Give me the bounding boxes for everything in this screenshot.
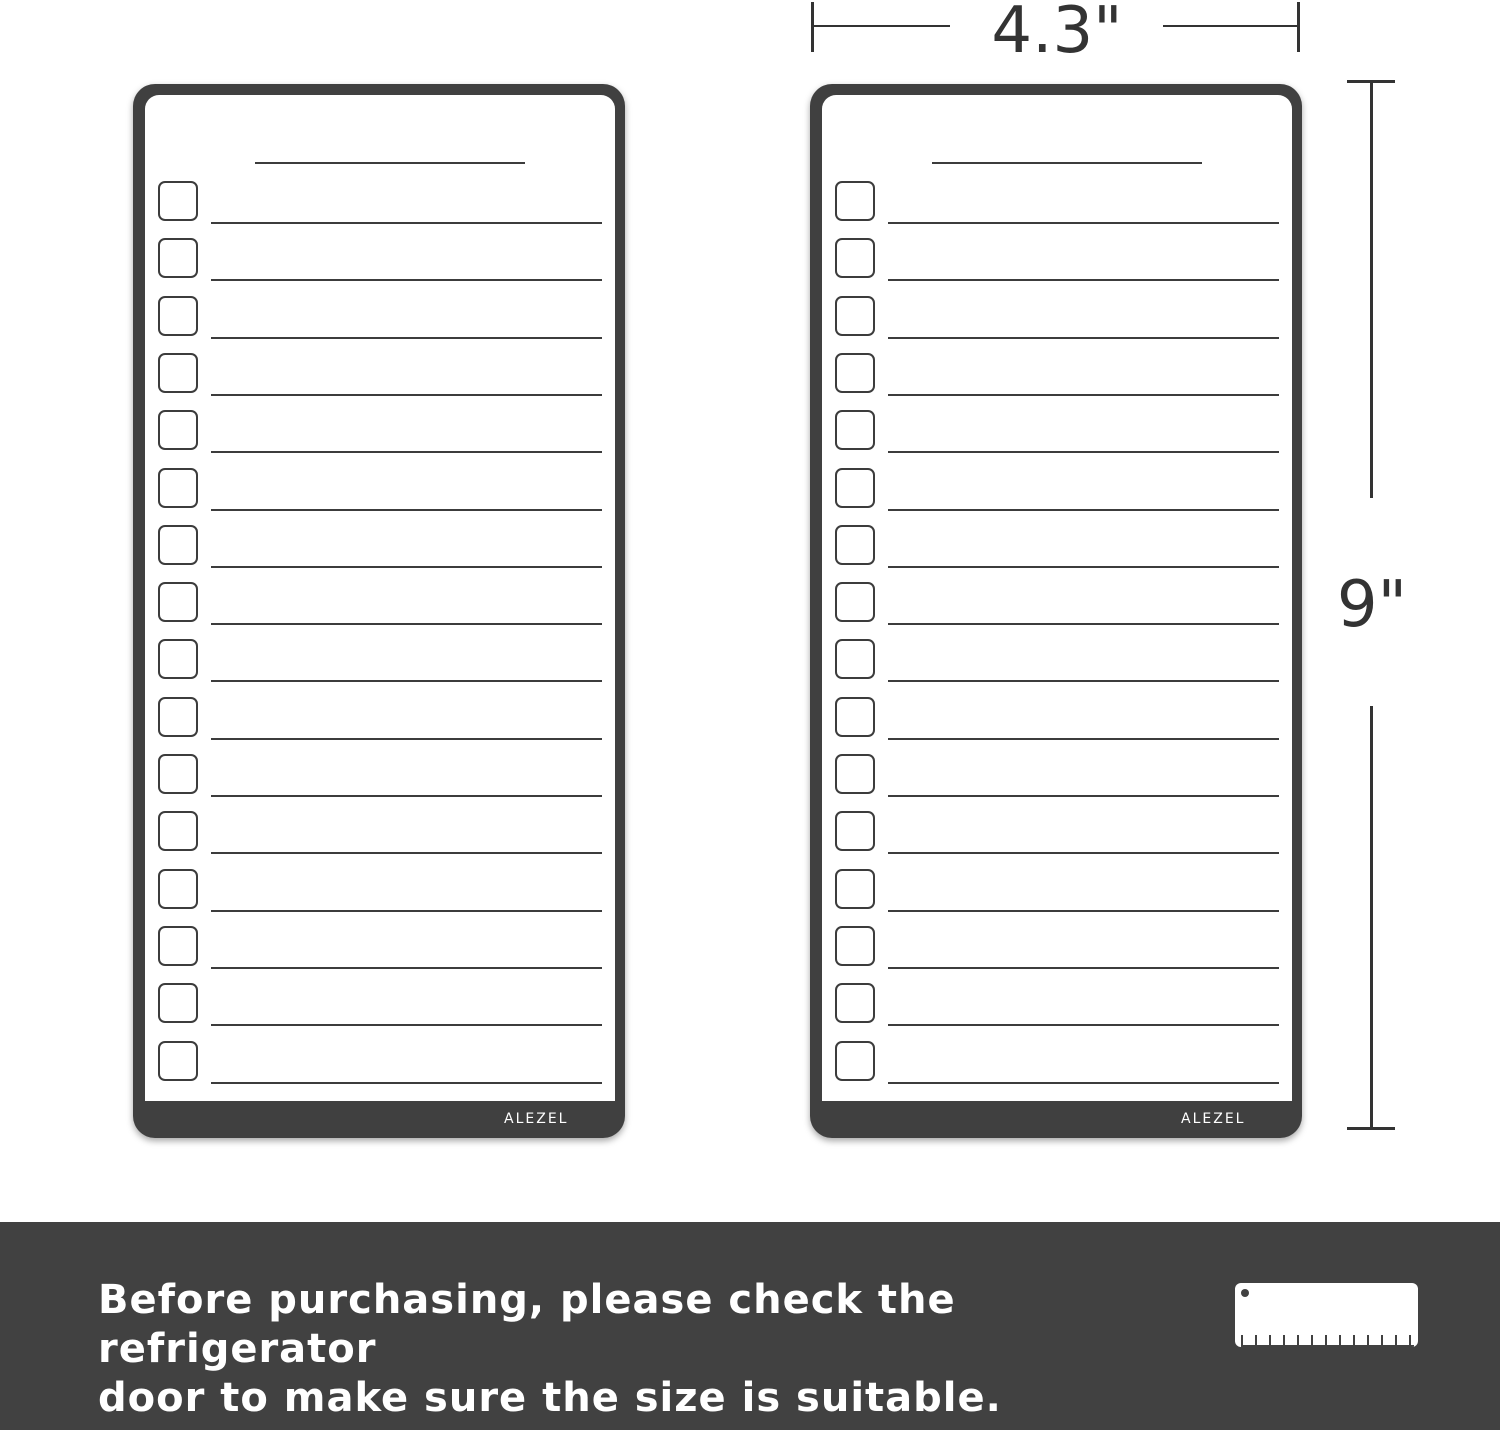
checklist-row <box>158 696 602 740</box>
write-line <box>888 623 1279 625</box>
write-line <box>211 394 602 396</box>
checkbox <box>835 1041 875 1081</box>
write-line <box>211 337 602 339</box>
checkbox <box>158 181 198 221</box>
write-line <box>211 566 602 568</box>
dimension-cap <box>811 2 814 52</box>
write-line <box>888 795 1279 797</box>
checklist-row <box>158 409 602 453</box>
write-line <box>211 795 602 797</box>
dimension-line <box>1163 25 1299 27</box>
height-label: 9" <box>1336 568 1408 642</box>
title-line <box>932 162 1202 164</box>
ruler-ticks <box>1241 1331 1414 1347</box>
checklist-row <box>158 1040 602 1084</box>
checkbox <box>158 926 198 966</box>
checklist-row <box>835 868 1279 912</box>
write-line <box>211 852 602 854</box>
write-line <box>888 1082 1279 1084</box>
checkbox <box>835 181 875 221</box>
checkbox <box>158 468 198 508</box>
checklist-row <box>835 1040 1279 1084</box>
write-line <box>211 680 602 682</box>
write-line <box>888 337 1279 339</box>
width-label: 4.3" <box>991 0 1123 68</box>
checklist-row <box>158 638 602 682</box>
write-line <box>888 738 1279 740</box>
write-line <box>211 279 602 281</box>
checkbox <box>158 410 198 450</box>
checkbox <box>835 754 875 794</box>
whiteboard-pad-left <box>133 84 625 1138</box>
write-line <box>211 222 602 224</box>
checkbox <box>158 811 198 851</box>
write-line <box>211 509 602 511</box>
write-line <box>888 1024 1279 1026</box>
write-line <box>211 623 602 625</box>
dimension-line <box>811 25 950 27</box>
checklist-row <box>835 925 1279 969</box>
write-line <box>211 1082 602 1084</box>
checkbox <box>835 296 875 336</box>
checklist-row <box>835 581 1279 625</box>
checkbox <box>835 525 875 565</box>
checklist-row <box>158 295 602 339</box>
checkbox <box>835 983 875 1023</box>
notice-line-2: door to make sure the size is suitable. <box>98 1375 1002 1421</box>
checklist-row <box>158 352 602 396</box>
checklist-row <box>835 753 1279 797</box>
write-line <box>888 222 1279 224</box>
checklist-row <box>158 925 602 969</box>
ruler-icon <box>1235 1283 1418 1347</box>
checkbox <box>158 1041 198 1081</box>
dimension-line <box>1370 706 1373 1130</box>
checklist-row <box>835 352 1279 396</box>
write-line <box>888 967 1279 969</box>
checklist-row <box>158 753 602 797</box>
write-line <box>888 509 1279 511</box>
checkbox <box>158 353 198 393</box>
dimension-cap <box>1347 1127 1395 1130</box>
checkbox <box>158 983 198 1023</box>
notice-banner <box>0 1222 1500 1430</box>
checklist-row <box>835 524 1279 568</box>
dimension-line <box>1370 80 1373 498</box>
checklist-row <box>158 868 602 912</box>
write-line <box>888 680 1279 682</box>
checklist-row <box>158 524 602 568</box>
write-line <box>888 910 1279 912</box>
checklist-row <box>835 696 1279 740</box>
checkbox <box>835 869 875 909</box>
write-line <box>888 852 1279 854</box>
dimension-cap <box>1297 2 1300 52</box>
checkbox <box>835 582 875 622</box>
checkbox <box>835 410 875 450</box>
checkbox <box>158 525 198 565</box>
checkbox <box>158 754 198 794</box>
title-line <box>255 162 525 164</box>
checklist-row <box>835 638 1279 682</box>
checkbox <box>835 639 875 679</box>
checklist-row <box>835 982 1279 1026</box>
write-line <box>211 1024 602 1026</box>
checklist-row <box>835 810 1279 854</box>
checklist-row <box>158 982 602 1026</box>
checklist-row <box>158 237 602 281</box>
write-line <box>888 279 1279 281</box>
checkbox <box>835 353 875 393</box>
checkbox <box>158 582 198 622</box>
checklist-row <box>835 295 1279 339</box>
checklist-row <box>835 237 1279 281</box>
checklist-row <box>158 810 602 854</box>
checkbox <box>835 811 875 851</box>
checkbox <box>158 296 198 336</box>
checkbox <box>835 468 875 508</box>
checkbox <box>158 639 198 679</box>
brand-logo: ALEZEL <box>504 1111 569 1127</box>
checkbox <box>158 869 198 909</box>
checklist-row <box>158 180 602 224</box>
write-line <box>888 566 1279 568</box>
write-line <box>211 967 602 969</box>
notice-text <box>98 1276 1218 1423</box>
write-line <box>211 451 602 453</box>
checkbox <box>835 238 875 278</box>
brand-logo: ALEZEL <box>1181 1111 1246 1127</box>
ruler-hole <box>1241 1289 1249 1297</box>
checkbox <box>158 238 198 278</box>
checkbox <box>835 697 875 737</box>
writing-surface <box>145 95 615 1101</box>
whiteboard-pad-right <box>810 84 1302 1138</box>
checklist-row <box>835 180 1279 224</box>
notice-line-1: Before purchasing, please check the refrigerator <box>98 1277 956 1372</box>
checklist-row <box>835 409 1279 453</box>
write-line <box>888 394 1279 396</box>
write-line <box>211 738 602 740</box>
checklist-row <box>158 467 602 511</box>
writing-surface <box>822 95 1292 1101</box>
write-line <box>888 451 1279 453</box>
checklist-row <box>158 581 602 625</box>
checkbox <box>835 926 875 966</box>
checkbox <box>158 697 198 737</box>
write-line <box>211 910 602 912</box>
checklist-row <box>835 467 1279 511</box>
